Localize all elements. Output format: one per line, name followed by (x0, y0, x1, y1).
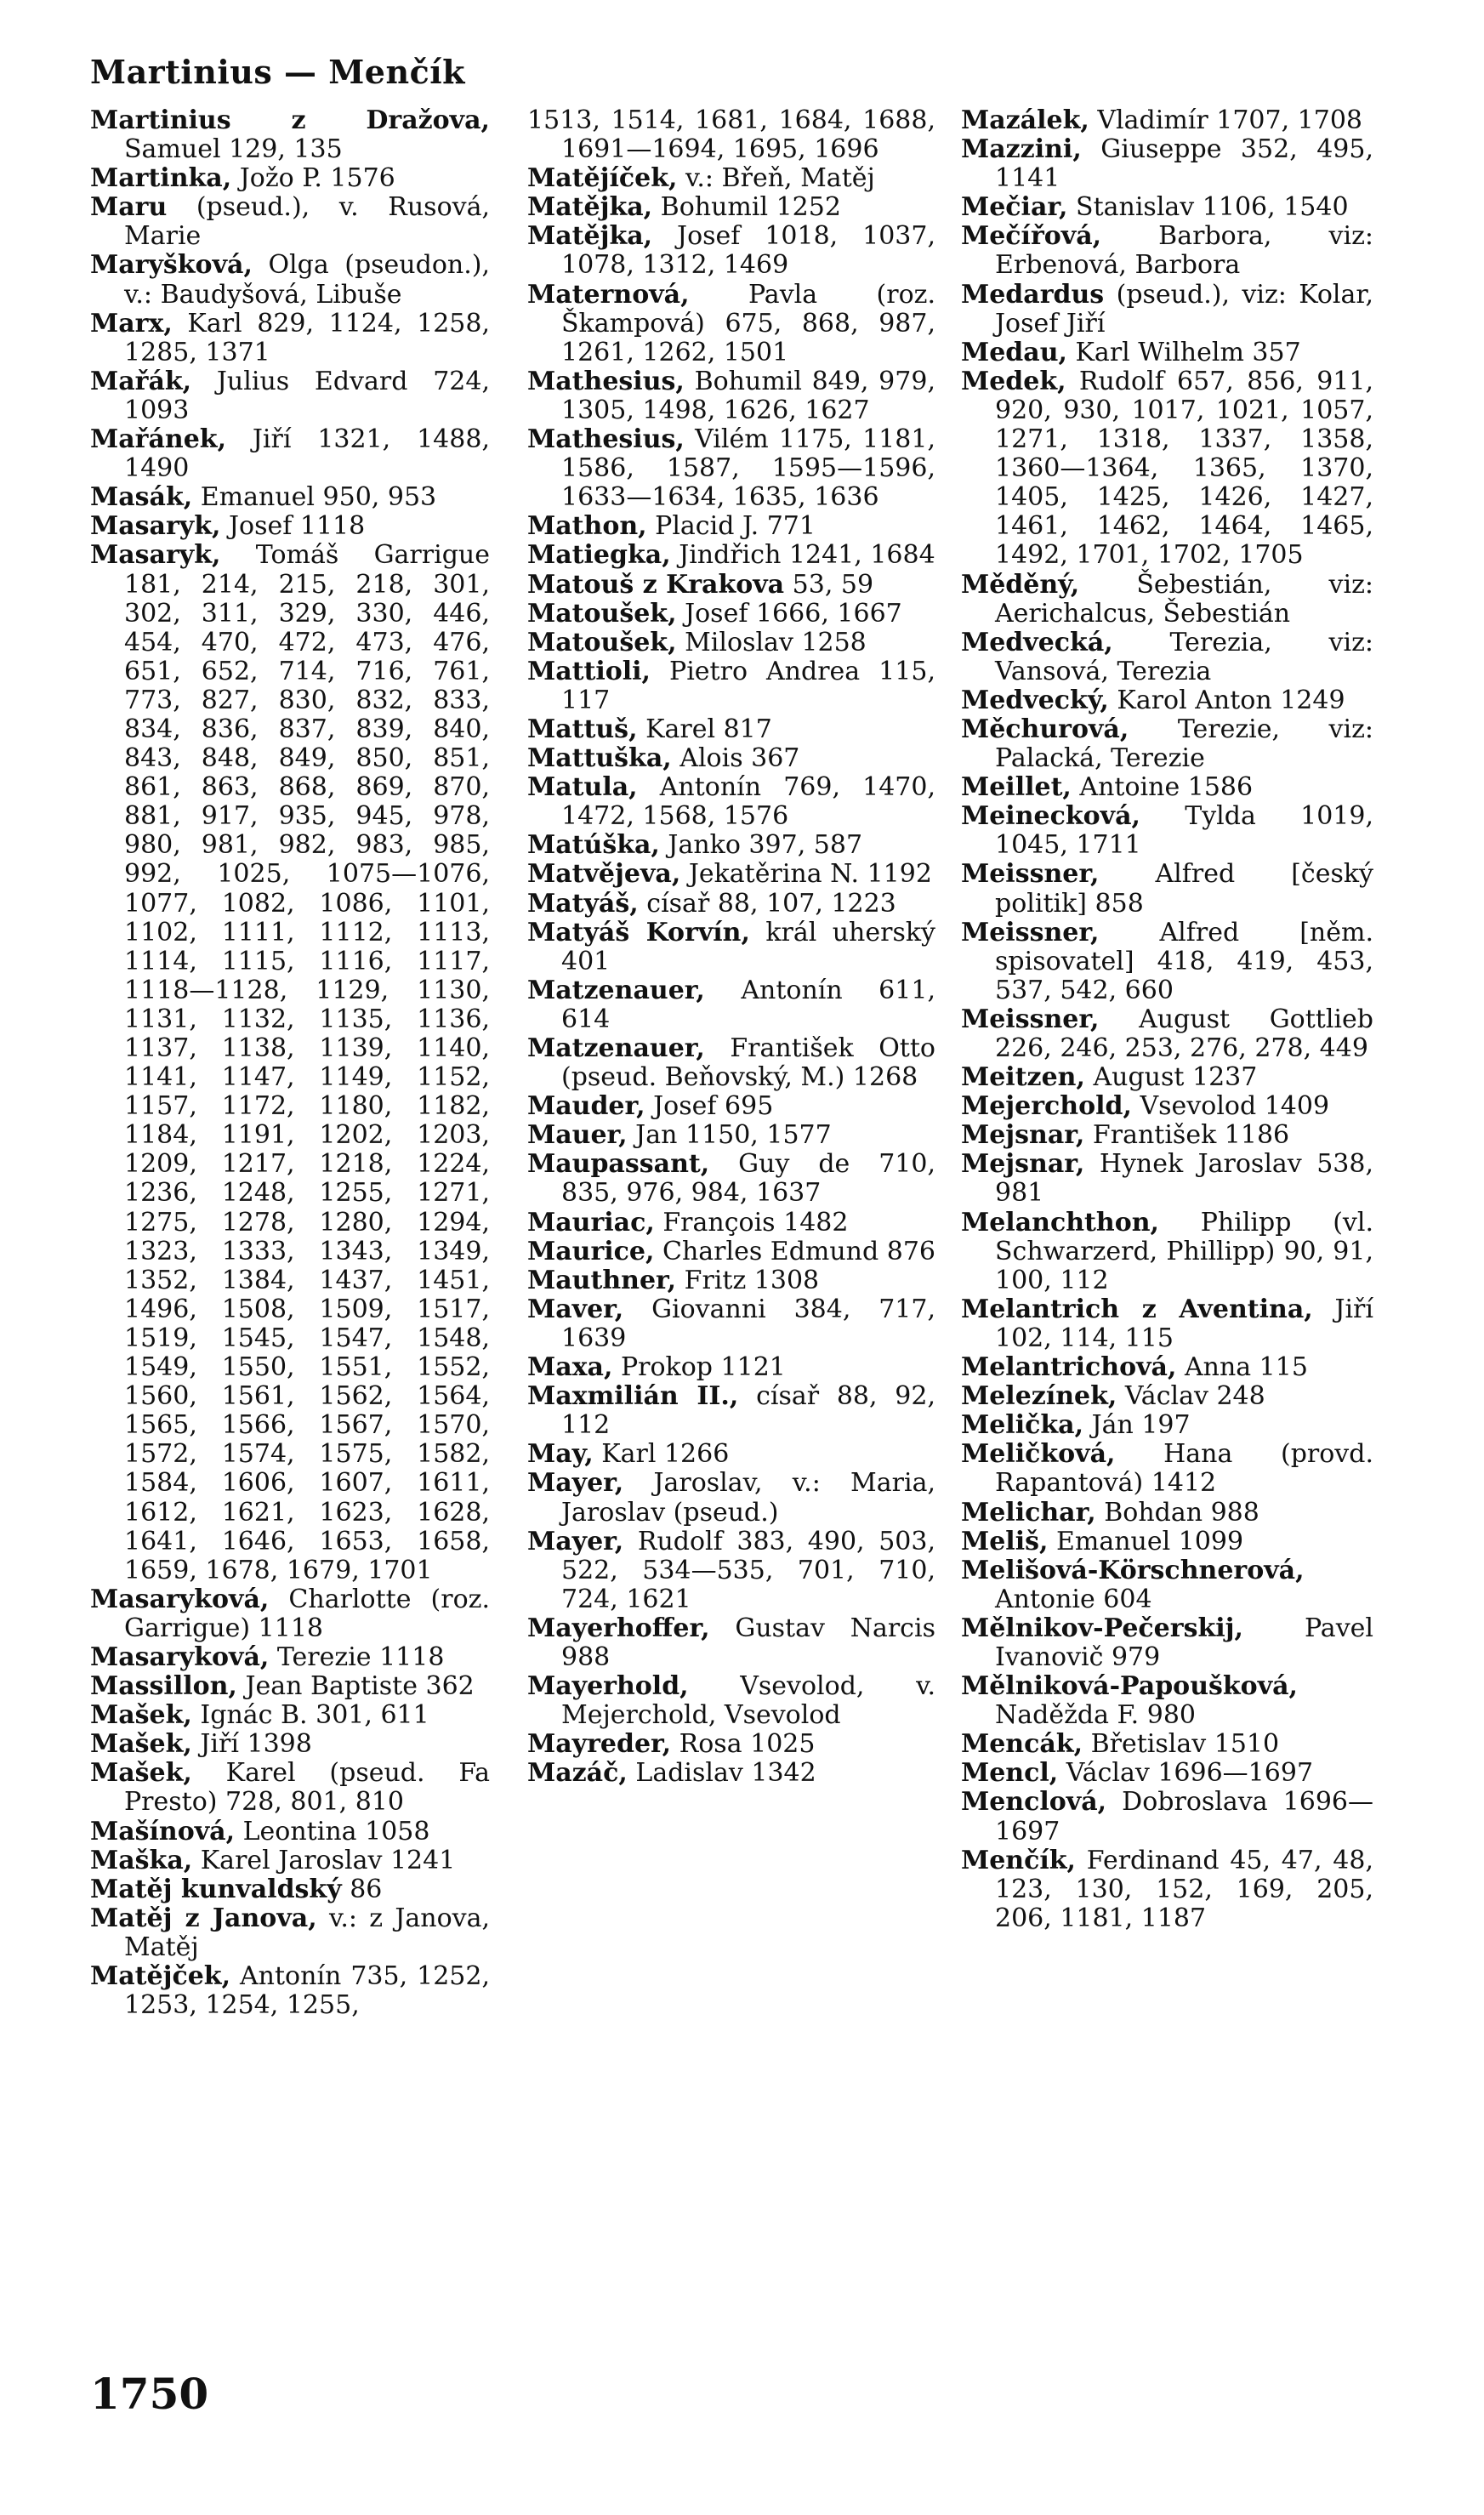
index-entry (90, 1846, 490, 1875)
entry-headword: Mayer, (527, 1526, 624, 1556)
entry-headword: Mašek, (90, 1758, 192, 1789)
entry-locators: Julius Edvard 724, 1093 (124, 366, 490, 425)
entry-headword: Meissner, (961, 859, 1100, 890)
index-entry (527, 1092, 935, 1121)
entry-headword: Masaryková, (90, 1584, 270, 1614)
entry-locators: Alois 367 (679, 743, 800, 774)
entry-locators: Gustav Narcis 988 (561, 1613, 935, 1672)
entry-headword: Matějka, (527, 221, 653, 252)
index-entry (90, 367, 490, 425)
entry-locators: Karel 817 (645, 714, 772, 744)
index-entry (961, 1295, 1373, 1353)
entry-headword: Meillet, (961, 772, 1072, 803)
index-entry (527, 571, 935, 600)
entry-headword: Mayreder, (527, 1729, 672, 1760)
entry-headword: Mazzini, (961, 134, 1082, 165)
entry-headword: Masák, (90, 482, 193, 513)
index-entry (961, 1556, 1373, 1614)
index-entry (961, 1759, 1373, 1788)
index-entry (527, 281, 935, 367)
index-entry (527, 1266, 935, 1295)
entry-locators: Terezia, viz: Vansová, Terezia (995, 627, 1373, 686)
entry-locators: François 1482 (662, 1207, 849, 1238)
entry-headword: Mathesius, (527, 424, 685, 455)
index-entry (527, 164, 935, 193)
entry-locators: Josef 1118 (229, 511, 366, 542)
entry-locators: Emanuel 950, 953 (200, 482, 437, 513)
index-entry (527, 657, 935, 715)
index-entry (961, 802, 1373, 860)
entry-headword: Matoušek, (527, 627, 677, 657)
entry-locators: Rudolf 383, 490, 503, 522, 534—535, 701, 710, 724, 1621 (561, 1526, 935, 1614)
index-entry (527, 1150, 935, 1208)
entry-locators: Placid J. 771 (655, 511, 816, 542)
index-entry (527, 890, 935, 919)
index-entry (527, 773, 935, 831)
index-entry (527, 1209, 935, 1238)
index-entry (527, 1353, 935, 1382)
entry-headword: Matula, (527, 772, 638, 803)
index-entry (527, 193, 935, 222)
index-entry (961, 1209, 1373, 1295)
entry-locators: Josef 1018, 1037, 1078, 1312, 1469 (561, 221, 935, 281)
index-entry (961, 222, 1373, 280)
entry-locators: Barbora, viz: Erbenová, Barbora (995, 221, 1373, 281)
entry-locators: Jiří 1321, 1488, 1490 (124, 424, 490, 484)
index-entry (90, 106, 490, 164)
index-entry (527, 1121, 935, 1150)
index-entry (961, 1788, 1373, 1846)
entry-locators: Václav 248 (1124, 1381, 1265, 1412)
entry-locators: Stanislav 1106, 1540 (1076, 192, 1349, 223)
entry-locators: Charlotte (roz. Garrigue) 1118 (124, 1584, 490, 1643)
index-entry (527, 106, 935, 164)
entry-headword: Martinka, (90, 163, 232, 194)
index-entry (527, 425, 935, 512)
entry-headword: Meissner, (961, 1004, 1100, 1034)
entry-headword: Mauder, (527, 1091, 645, 1122)
entry-locators: Vsevolod 1409 (1140, 1091, 1330, 1122)
index-entry (961, 629, 1373, 686)
entry-headword: Melezínek, (961, 1381, 1117, 1412)
entry-headword: Maxa, (527, 1352, 613, 1383)
entry-locators: František 1186 (1092, 1120, 1290, 1151)
entry-headword: Melantrich z Aventina, (961, 1294, 1313, 1324)
entry-locators: císař 88, 107, 1223 (646, 888, 896, 919)
entry-locators: Antonie 604 (995, 1584, 1152, 1614)
entry-locators: Emanuel 1099 (1055, 1526, 1244, 1556)
entry-headword: Mauthner, (527, 1265, 677, 1295)
index-entry (527, 367, 935, 425)
entry-locators: Pavla (roz. Škampová) 675, 868, 987, 1261, 1262, 1501 (561, 279, 935, 367)
entry-headword: Mejerchold, (961, 1091, 1132, 1122)
entry-locators: Jan 1150, 1577 (635, 1120, 832, 1151)
index-entry (90, 193, 490, 251)
entry-headword: Mayerhold, (527, 1671, 689, 1702)
index-entry (527, 831, 935, 860)
entry-headword: Mašek, (90, 1700, 192, 1731)
index-entry (961, 339, 1373, 367)
index-entry (961, 1730, 1373, 1759)
entry-headword: Meličková, (961, 1439, 1116, 1470)
index-entry (90, 1759, 490, 1817)
entry-locators: Václav 1696—1697 (1066, 1758, 1314, 1789)
index-entry (90, 1672, 490, 1701)
entry-locators: Samuel 129, 135 (124, 134, 343, 165)
index-entry (527, 919, 935, 976)
entry-headword: Menclová, (961, 1787, 1107, 1818)
entry-locators: Jiří 1398 (200, 1729, 312, 1760)
entry-locators: Tomáš Garrigue 181, 214, 215, 218, 301, 302, 311, 329, 330, 446, 454, 470, 472, 473, 476, 651, 652, 714, 716, 761, 773, 827, 830, 832, 833, 834, 836, 837, 839, 840, 843, 848, 849, 850, 851, 861, 863, 868, 869, 870, 881, 917, 935, 945, 978, 980, 981, 982, 983, 985, 992, 1025, 1075—1076, 1077, 1082, 1086, 1101, 1102, 1111, 1112, 1113, 1114, 1115, 1116, 1117, 1118—1128, 1129, 1130, 1131, 1132, 1135, 1136, 1137, 1138, 1139, 1140, 1141, 1147, 1149, 1152, 1157, 1172, 1180, 1182, 1184, 1191, 1202, 1203, 1209, 1217, 1218, 1224, 1236, 1248, 1255, 1271, 1275, 1278, 1280, 1294, 1323, 1333, 1343, 1349, 1352, 1384, 1437, 1451, 1496, 1508, 1509, 1517, 1519, 1545, 1547, 1548, 1549, 1550, 1551, 1552, 1560, 1561, 1562, 1564, 1565, 1566, 1567, 1570, 1572, 1574, 1575, 1582, 1584, 1606, 1607, 1611, 1612, 1621, 1623, 1628, 1641, 1646, 1653, 1658, 1659, 1678, 1679, 1701 (124, 540, 490, 1585)
entry-locators: Fritz 1308 (684, 1265, 820, 1295)
entry-locators: Bohumil 849, 979, 1305, 1498, 1626, 1627 (561, 366, 935, 425)
entry-headword: Matyáš Korvín, (527, 917, 750, 947)
index-entry (961, 1411, 1373, 1440)
entry-headword: Mencák, (961, 1729, 1083, 1760)
index-entry (527, 1730, 935, 1759)
index-entry (527, 1034, 935, 1092)
entry-locators: Hynek Jaroslav 538, 981 (995, 1149, 1373, 1209)
entry-locators: Antonín 769, 1470, 1472, 1568, 1576 (561, 772, 935, 832)
entry-headword: Matouš z Krakova (527, 569, 785, 600)
index-entry (527, 1440, 935, 1469)
entry-headword: Mělniková-Papoušková, (961, 1671, 1299, 1702)
entry-headword: Medek, (961, 366, 1066, 396)
entry-headword: Masaryková, (90, 1642, 270, 1672)
index-entry (961, 1150, 1373, 1208)
entry-locators: Miloslav 1258 (685, 627, 867, 657)
entry-headword: Masaryk, (90, 511, 221, 542)
index-entry (527, 600, 935, 629)
index-entry (961, 193, 1373, 222)
index-entry (527, 629, 935, 657)
entry-headword: Maver, (527, 1294, 624, 1324)
entry-headword: May, (527, 1439, 594, 1470)
entry-locators: Terezie, viz: Palacká, Terezie (995, 714, 1373, 774)
entry-locators: Pavel Ivanovič 979 (995, 1613, 1373, 1672)
entry-locators: Leontina 1058 (242, 1816, 430, 1846)
entry-locators: v.: Břeň, Matěj (685, 163, 875, 194)
entry-headword: Mařánek, (90, 424, 227, 455)
entry-headword: Matějček, (90, 1961, 231, 1991)
entry-locators: František Otto (pseud. Beňovský, M.) 1268 (561, 1033, 935, 1093)
entry-locators: Josef 695 (653, 1091, 774, 1122)
entry-locators: Karl 1266 (601, 1439, 730, 1470)
index-entry (961, 1005, 1373, 1063)
entry-locators: Giovanni 384, 717, 1639 (561, 1294, 935, 1353)
index-entry (90, 1875, 490, 1904)
entry-locators: Karel Jaroslav 1241 (200, 1845, 456, 1875)
entry-locators: Vilém 1175, 1181, 1586, 1587, 1595—1596, 1633—1634, 1635, 1636 (561, 424, 935, 513)
index-entry (527, 1238, 935, 1266)
index-entry (527, 541, 935, 570)
index-entry (961, 773, 1373, 802)
entry-locators: Giuseppe 352, 495, 1141 (995, 134, 1373, 194)
index-entry (961, 1353, 1373, 1382)
entry-locators: Jiří 102, 114, 115 (995, 1294, 1373, 1353)
entry-headword: Marx, (90, 308, 173, 339)
index-entry (527, 744, 935, 773)
index-entry (961, 1672, 1373, 1730)
index-entry (961, 1440, 1373, 1498)
entry-locators: Anna 115 (1184, 1352, 1308, 1383)
entry-locators: August Gottlieb 226, 246, 253, 276, 278, 449 (995, 1004, 1373, 1063)
index-entry (961, 1121, 1373, 1150)
entry-headword: Mauer, (527, 1120, 628, 1151)
entry-headword: Mazáč, (527, 1758, 628, 1789)
entry-locators: Guy de 710, 835, 976, 984, 1637 (561, 1149, 935, 1209)
entry-locators: Tylda 1019, 1045, 1711 (995, 801, 1373, 861)
entry-headword: Matzenauer, (527, 975, 705, 1005)
index-entry (527, 1295, 935, 1353)
entry-locators: 86 (350, 1874, 383, 1904)
index-column-1 (90, 106, 490, 2020)
entry-locators: Philipp (vl. Schwarzerd, Phillipp) 90, 91, 100, 112 (995, 1207, 1373, 1295)
entry-locators: Karel (pseud. Fa Presto) 728, 801, 810 (124, 1758, 490, 1818)
entry-locators: Rudolf 657, 856, 911, 920, 930, 1017, 1021, 1057, 1271, 1318, 1337, 1358, 1360—1364, 1365, 1370, 1405, 1425, 1426, 1427, 1461, 1462, 1464, 1465, 1492, 1701, 1702, 1705 (995, 366, 1374, 571)
entry-headword: Matěj kunvaldský (90, 1874, 342, 1904)
entry-locators: v.: z Janova, Matěj (124, 1903, 491, 1962)
index-entry (961, 860, 1373, 918)
entry-headword: Mayer, (527, 1468, 624, 1499)
entry-headword: Mejsnar, (961, 1120, 1085, 1151)
entry-headword: Medvecká, (961, 627, 1113, 657)
entry-headword: Matyáš, (527, 888, 639, 919)
index-entry (90, 483, 490, 512)
index-entry (90, 1962, 490, 2020)
entry-locators: císař 88, 92, 112 (561, 1381, 935, 1441)
entry-headword: Mejsnar, (961, 1149, 1085, 1180)
entry-locators: Bohdan 988 (1104, 1497, 1259, 1528)
index-entry (90, 512, 490, 541)
entry-headword: Mašínová, (90, 1816, 236, 1846)
entry-headword: Melička, (961, 1410, 1084, 1441)
index-entry (527, 860, 935, 889)
index-entry (961, 1382, 1373, 1411)
index-entry (90, 541, 490, 1585)
entry-headword: Maternová, (527, 279, 690, 310)
entry-headword: Martinius z Dražova, (90, 105, 490, 135)
entry-locators: Ján 197 (1091, 1410, 1191, 1441)
index-entry (961, 919, 1373, 1005)
entry-headword: Matěj z Janova, (90, 1903, 317, 1933)
entry-locators: Antonín 611, 614 (561, 975, 935, 1034)
index-entry (90, 1730, 490, 1759)
entry-locators: Jaroslav, v.: Maria, Jaroslav (pseud.) (561, 1468, 935, 1528)
entry-headword: Maurice, (527, 1236, 655, 1266)
entry-headword: Medardus (961, 279, 1105, 310)
index-column-2 (527, 106, 935, 1788)
index-entry (527, 1672, 935, 1730)
page-header: Martinius — Menčík (90, 53, 466, 91)
entry-headword: Mattioli, (527, 656, 651, 686)
index-entry (90, 251, 490, 309)
index-entry (961, 281, 1373, 339)
entry-headword: Melantrichová, (961, 1352, 1177, 1383)
entry-locators: Antoine 1586 (1079, 772, 1254, 803)
index-entry (961, 1499, 1373, 1528)
entry-locators: Vladimír 1707, 1708 (1097, 105, 1363, 135)
entry-headword: Mělnikov-Pečerskij, (961, 1613, 1243, 1643)
index-entry (961, 106, 1373, 135)
index-entry (961, 367, 1373, 571)
entry-locators: Šebestián, viz: Aerichalcus, Šebestián (995, 569, 1373, 629)
entry-headword: Masaryk, (90, 540, 221, 571)
entry-headword: Mayerhoffer, (527, 1613, 710, 1643)
index-column-3 (961, 106, 1373, 1933)
entry-headword: Matoušek, (527, 598, 677, 629)
entry-locators: Charles Edmund 876 (662, 1236, 935, 1266)
entry-headword: Maxmilián II., (527, 1381, 739, 1412)
index-entry (527, 1469, 935, 1527)
entry-locators: Naděžda F. 980 (995, 1700, 1197, 1731)
entry-headword: Meitzen, (961, 1062, 1085, 1093)
index-entry (527, 976, 935, 1034)
entry-headword: Matvějeva, (527, 859, 681, 890)
entry-locators: Josef 1666, 1667 (685, 598, 902, 629)
entry-headword: Mauriac, (527, 1207, 655, 1238)
entry-locators: Alfred [český politik] 858 (995, 859, 1373, 919)
entry-headword: Matějka, (527, 192, 653, 223)
index-entry (527, 1528, 935, 1614)
entry-headword: Měchurová, (961, 714, 1129, 744)
entry-locators: Ladislav 1342 (635, 1758, 816, 1789)
entry-locators: (pseud.), viz: Kolar, Josef Jiří (995, 279, 1373, 339)
page-number: 1750 (90, 2369, 209, 2419)
entry-headword: Melanchthon, (961, 1207, 1159, 1238)
index-entry (961, 1614, 1373, 1672)
entry-headword: Mattuš, (527, 714, 638, 744)
entry-locators: Karol Anton 1249 (1117, 685, 1345, 715)
index-entry (90, 164, 490, 193)
entry-locators: Terezie 1118 (276, 1642, 445, 1672)
entry-locators: Prokop 1121 (620, 1352, 786, 1383)
index-entry (90, 1904, 490, 1962)
entry-locators: Janko 397, 587 (668, 830, 863, 861)
entry-headword: Mečířová, (961, 221, 1102, 252)
entry-headword: Maryšková, (90, 250, 253, 281)
index-entry (961, 1063, 1373, 1092)
entry-locators: Karl Wilhelm 357 (1075, 337, 1301, 367)
entry-headword: Menčík, (961, 1845, 1076, 1875)
entry-headword: Maupassant, (527, 1149, 710, 1180)
entry-locators: (pseud.), v. Rusová, Marie (124, 192, 490, 252)
entry-headword: Melišová-Körschnerová, (961, 1555, 1305, 1585)
entry-headword: Mathon, (527, 511, 647, 542)
index-entry (527, 222, 935, 280)
entry-headword: Mařák, (90, 366, 192, 396)
index-entry (527, 512, 935, 541)
entry-headword: Matzenauer, (527, 1033, 705, 1063)
entry-headword: Matúška, (527, 830, 660, 861)
entry-headword: Medvecký, (961, 685, 1109, 715)
index-entry (961, 1846, 1373, 1933)
entry-locators: král uherský 401 (561, 917, 935, 976)
index-entry (527, 1382, 935, 1440)
entry-headword: Melichar, (961, 1497, 1096, 1528)
index-entry (527, 1759, 935, 1788)
index-entry (90, 1701, 490, 1730)
entry-locators: Dobroslava 1696—1697 (995, 1787, 1373, 1846)
entry-locators: Hana (provd. Rapantová) 1412 (995, 1439, 1373, 1499)
entry-locators: Jožo P. 1576 (239, 163, 395, 194)
entry-headword: Meissner, (961, 917, 1100, 947)
entry-headword: Měděný, (961, 569, 1080, 600)
entry-locators: Břetislav 1510 (1090, 1729, 1280, 1760)
entry-locators: Alfred [něm. spisovatel] 418, 419, 453, 537, 542, 660 (995, 917, 1373, 1005)
index-entry (90, 425, 490, 483)
entry-locators: Rosa 1025 (679, 1729, 816, 1760)
index-entry (90, 1585, 490, 1643)
entry-locators: Olga (pseudon.), v.: Baudyšová, Libuše (124, 250, 490, 310)
entry-headword: Maška, (90, 1845, 193, 1875)
entry-locators: Pietro Andrea 115, 117 (561, 656, 935, 715)
index-entry (961, 1092, 1373, 1121)
index-entry (961, 1528, 1373, 1556)
index-entry (90, 1818, 490, 1846)
entry-headword: Matiegka, (527, 540, 671, 571)
entry-locators: Jekatěrina N. 1192 (688, 859, 932, 890)
index-entry (961, 571, 1373, 629)
entry-locators: Ignác B. 301, 611 (200, 1700, 429, 1731)
entry-headword: Medau, (961, 337, 1067, 367)
entry-headword: Mencl, (961, 1758, 1059, 1789)
index-entry (527, 1614, 935, 1672)
entry-locators: August 1237 (1093, 1062, 1258, 1093)
index-entry (961, 715, 1373, 773)
entry-locators: Jean Baptiste 362 (245, 1671, 475, 1702)
index-entry (527, 715, 935, 744)
index-entry (90, 1643, 490, 1672)
index-entry (90, 310, 490, 367)
entry-locators: 1513, 1514, 1681, 1684, 1688, 1691—1694, 1695, 1696 (527, 105, 935, 165)
entry-headword: Maru (90, 192, 168, 223)
entry-headword: Mattuška, (527, 743, 672, 774)
entry-locators: Vsevolod, v. Mejerchold, Vsevolod (561, 1671, 935, 1731)
entry-locators: Antonín 735, 1252, 1253, 1254, 1255, (124, 1961, 490, 2021)
index-entry (961, 686, 1373, 715)
entry-locators: 53, 59 (792, 569, 874, 600)
entry-headword: Massillon, (90, 1671, 237, 1702)
entry-locators: Jindřich 1241, 1684 (679, 540, 935, 571)
entry-locators: Ferdinand 45, 47, 48, 123, 130, 152, 169, 205, 206, 1181, 1187 (995, 1845, 1373, 1933)
entry-headword: Meinecková, (961, 801, 1140, 832)
entry-headword: Mazálek, (961, 105, 1089, 135)
index-entry (961, 135, 1373, 193)
entry-locators: Karl 829, 1124, 1258, 1285, 1371 (124, 308, 490, 367)
entry-locators: Bohumil 1252 (660, 192, 841, 223)
entry-headword: Mašek, (90, 1729, 192, 1760)
entry-headword: Mathesius, (527, 366, 685, 396)
entry-headword: Mečiar, (961, 192, 1068, 223)
entry-headword: Meliš, (961, 1526, 1049, 1556)
entry-headword: Matějíček, (527, 163, 678, 194)
